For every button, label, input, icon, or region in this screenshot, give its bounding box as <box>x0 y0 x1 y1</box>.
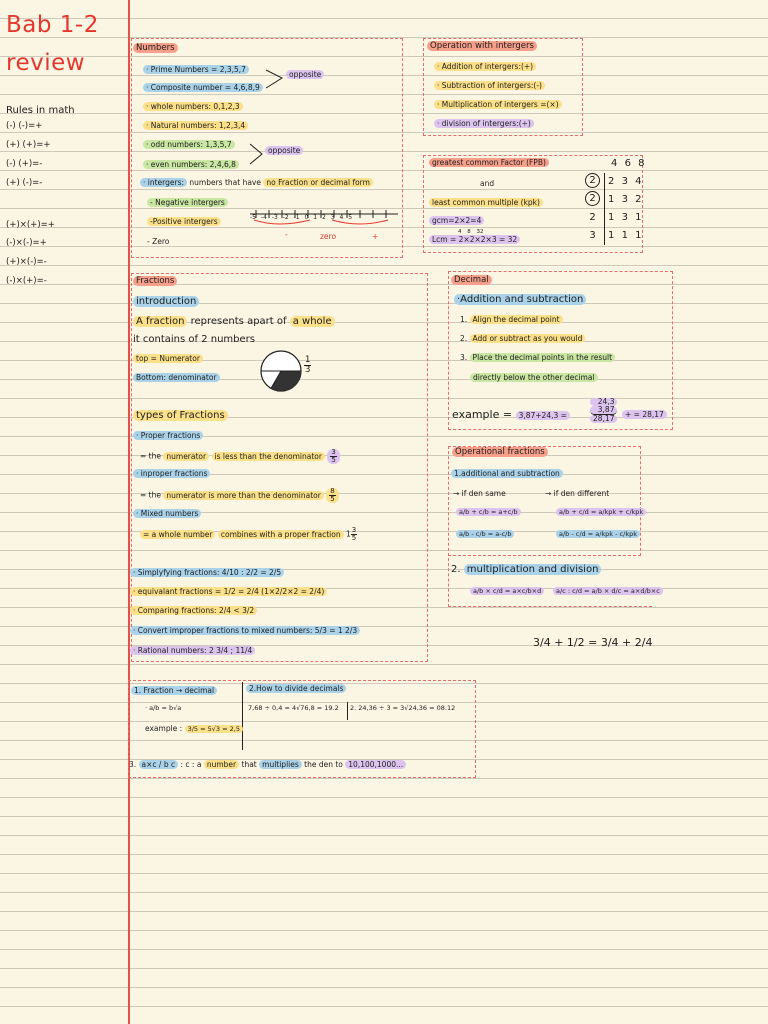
decimal-heading: Decimal <box>451 275 492 285</box>
even-numbers: · even numbers: 2,4,6,8 <box>143 160 239 169</box>
opfrac-rule: a/b + c/b = a+c/b <box>456 508 521 516</box>
operation-item: · Addition of intergers:(+) <box>434 62 536 71</box>
convert-improper: · Convert improper fractions to mixed numbers: 5/3 = 1 2/3 <box>130 626 360 635</box>
operational-fractions-heading: Operational fractions <box>452 447 548 457</box>
fd-part-1: 1. Fraction → decimal <box>131 686 217 695</box>
odd-numbers: · odd numbers: 1,3,5,7 <box>143 140 235 149</box>
rule-item: (-) (-)=+ <box>6 121 43 131</box>
numbers-heading: Numbers <box>133 43 178 53</box>
rule-item: (+) (+)=+ <box>6 140 51 150</box>
operation-item: · Multiplication of intergers =(×) <box>434 100 562 109</box>
zero-label: - Zero <box>147 237 170 246</box>
division-ladder-table: 4 6 8 2 2 3 4 2 1 3 2 2 1 3 1 3 1 1 1 <box>585 155 645 245</box>
rule-item: (+)×(-)=- <box>6 257 47 267</box>
opfrac-sub1: 1.additional and subtraction <box>451 469 563 478</box>
prime-numbers: · Prime Numbers = 2,3,5,7 <box>143 65 249 74</box>
decimal-step-2: 2. Add or subtract as you would <box>460 334 585 343</box>
fd-part-3: 3. a×c / b c : c : a number that multiplies the den to 10,100,1000... <box>129 760 406 769</box>
number-line-zero: zero <box>320 232 337 241</box>
pie-chart-icon <box>258 348 304 394</box>
lcm-result: Lcm = 2×2×2×3 = 32 <box>429 235 520 244</box>
notebook-margin-line <box>128 0 130 1024</box>
opposite-bracket-icon <box>264 66 288 92</box>
number-line-plus: + <box>372 232 379 241</box>
decimal-example-stack: 24,3 3,87 28,17 <box>590 398 617 423</box>
decimal-sub: ·Addition and subtraction <box>454 294 586 305</box>
fractions-box <box>131 273 428 662</box>
mixed-numbers: · Mixed numbers <box>133 509 201 518</box>
page-title-line1: Bab 1-2 <box>6 12 99 38</box>
equivalent-fractions: · equivalant fractions = 1/2 = 2/4 (1×2/2×2 = 2/4) <box>130 587 327 596</box>
fd-example: example : 3/5 = 5√3 = 2,5 <box>145 724 243 733</box>
operation-item: · division of intergers:(÷) <box>434 119 534 128</box>
fractions-heading: Fractions <box>133 276 177 286</box>
opfrac-same-den: → if den same <box>453 489 506 498</box>
fraction-contains: it contains of 2 numbers <box>133 334 255 345</box>
negative-integers: - Negative intergers <box>147 198 228 207</box>
opfrac-rule: a/b - c/b = a-c/b <box>456 530 514 538</box>
fraction-definition: A fraction represents apart of a whole <box>133 316 335 327</box>
opfrac-rule: a/b - c/d = a/kpk - c/kpk <box>556 530 640 538</box>
integers-definition: · intergers: numbers that have no Fraction or decimal form <box>140 178 373 187</box>
improper-fractions: · inproper fractions <box>133 469 210 478</box>
proper-definition: = the numerator is less than the denominator $\frac{3}{5}$ <box>140 449 340 464</box>
operation-item: · Subtraction of intergers:(-) <box>434 81 545 90</box>
improper-definition: = the numerator is more than the denominator $\frac{8}{5}$ <box>140 488 339 503</box>
fractions-intro: introduction <box>133 296 199 307</box>
simplifying-fractions: · Simplyfying fractions: 4/10 : 2/2 = 2/5 <box>130 568 284 577</box>
proper-fractions: · Proper fractions <box>133 431 203 440</box>
opfrac-different-den: → if den different <box>545 489 610 498</box>
rule-item: (-)×(+)=- <box>6 276 47 286</box>
rules-heading: Rules in math <box>6 105 75 116</box>
decimal-step-3-cont: directly below the other decimal <box>470 373 598 382</box>
fd-divider <box>347 702 348 720</box>
decimal-step-1: 1. Align the decimal point <box>460 315 563 324</box>
opfrac-sub2: 2. multiplication and division <box>451 564 601 575</box>
fraction-bottom: Bottom: denominator <box>133 373 220 382</box>
operational-fractions-box <box>448 446 641 556</box>
opfrac-rule: a/b + c/d = a/kpk + c/kpk <box>556 508 646 516</box>
fd-divider <box>242 682 243 750</box>
opfrac-division: a/c : c/d = a/b × d/c = a×d/b×c <box>553 587 663 595</box>
loose-fraction-expression: 3/4 + 1/2 = 3/4 + 2/4 <box>533 636 653 649</box>
fd-divide-example-2: 2. 24,36 ÷ 3 = 3√24,36 = 08.12 <box>350 704 456 712</box>
decimal-example-final: + = 28,17 <box>622 410 667 419</box>
natural-numbers: · Natural numbers: 1,2,3,4 <box>143 121 248 130</box>
page-title-line2: review <box>6 50 86 76</box>
operations-heading: Operation with intergers <box>427 41 537 51</box>
gcf-and: and <box>480 179 495 188</box>
opposite-label: opposite <box>286 70 324 79</box>
composite-numbers: · Composite number = 4,6,8,9 <box>143 83 263 92</box>
pie-fraction: $\frac{1}{3}$ <box>305 355 311 375</box>
number-line-minus: - <box>285 230 288 239</box>
rule-item: (-) (+)=- <box>6 159 43 169</box>
fraction-top: top = Numerator <box>133 354 203 363</box>
rule-item: (+) (-)=- <box>6 178 43 188</box>
fd-part-2: 2.How to divide decimals <box>246 684 346 693</box>
lcm-superscript: 4 8 32 <box>458 229 484 235</box>
decimal-example: example = 3,87+24,3 = <box>452 408 570 421</box>
lcm-heading: least common multiple (kpk) <box>429 198 543 207</box>
decimal-step-3: 3. Place the decimal points in the result <box>460 353 615 362</box>
positive-integers: -Positive intergers <box>147 217 221 226</box>
fd-rule: · a/b = b√a <box>145 704 182 712</box>
rule-item: (-)×(-)=+ <box>6 238 47 248</box>
opposite-label: opposite <box>265 146 303 155</box>
whole-numbers: · whole numbers: 0,1,2,3 <box>143 102 243 111</box>
rational-numbers: · Rational numbers: 2 3/4 ; 11/4 <box>130 646 255 655</box>
fd-divide-example-1: 7,68 ÷ 0,4 = 4√76,8 = 19.2 <box>248 704 339 712</box>
gcm-result: gcm=2×2=4 <box>429 216 484 225</box>
opfrac-multiplication: a/b × c/d = a×c/b×d <box>470 587 544 595</box>
gcf-heading: greatest common Factor (FPB) <box>429 158 549 167</box>
types-heading: types of Fractions <box>133 410 228 421</box>
rule-item: (+)×(+)=+ <box>6 220 55 230</box>
mixed-definition: = a whole number combines with a proper fraction 1 $\frac{3}{5}$ <box>140 527 357 542</box>
number-line-ticks: -5 -4 -3 -2 -1 0 1 2 3 4 5 <box>250 214 353 221</box>
comparing-fractions: · Comparing fractions: 2/4 < 3/2 <box>130 606 257 615</box>
